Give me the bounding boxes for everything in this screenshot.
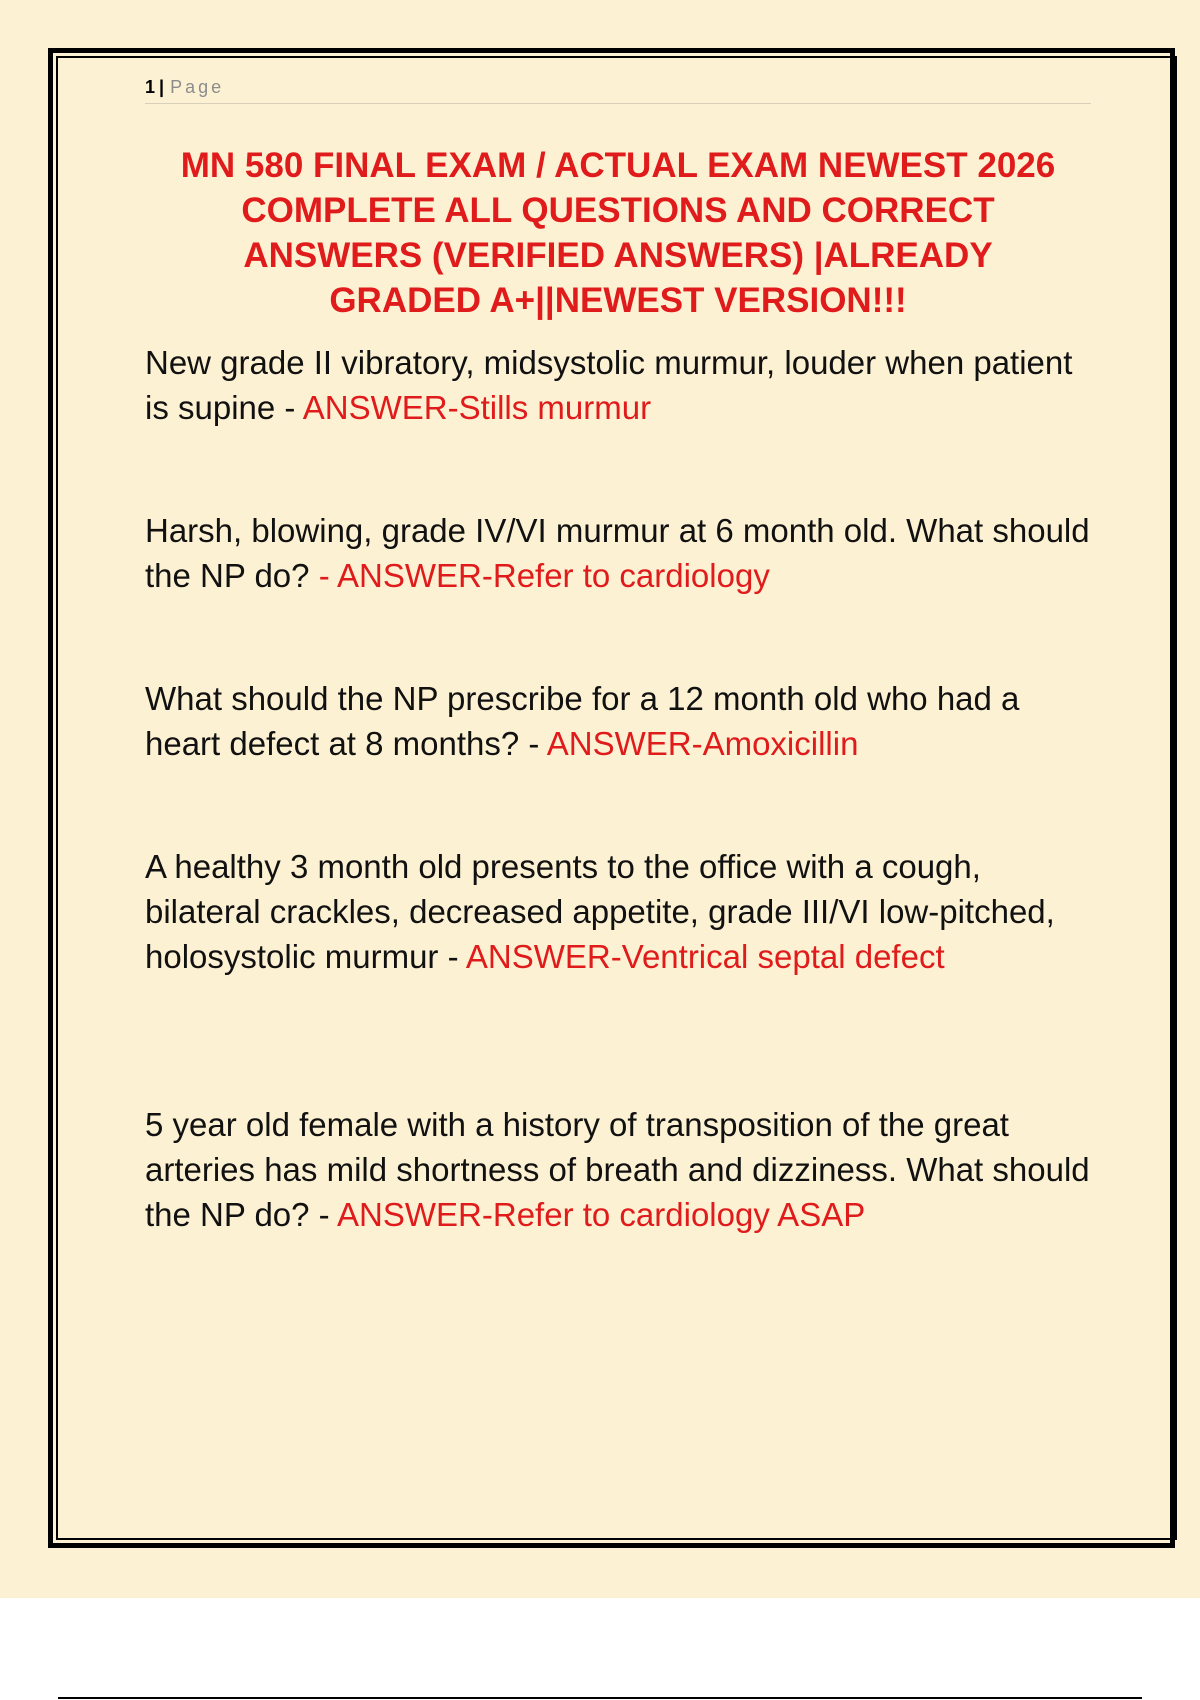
bottom-divider (58, 1697, 1142, 1699)
question-text: New grade II vibratory, midsystolic murmur, louder when patient is supine - (145, 344, 1073, 426)
answer-text: ANSWER-Amoxicillin (546, 725, 859, 762)
title-line: GRADED A+||NEWEST VERSION!!! (329, 281, 907, 320)
page-word: Page (170, 77, 225, 97)
qa-item (145, 508, 1091, 598)
qa-item (145, 676, 1091, 766)
page-number-header (145, 76, 1091, 104)
question-text: 5 year old female with a history of transposition of the great arteries has mild shortness of breath and dizziness. What should the NP do? - (145, 1106, 1090, 1233)
document-title (145, 143, 1091, 323)
question-text: Harsh, blowing, grade IV/VI murmur at 6 month old. What should the NP do? (145, 512, 1090, 594)
question-text: A healthy 3 month old presents to the office with a cough, bilateral crackles, decreased appetite, grade III/VI low-pitched, holosystolic murmur - (145, 848, 1055, 975)
page-number: 1 (145, 77, 156, 97)
question-text: What should the NP prescribe for a 12 month old who had a heart defect at 8 months? - (145, 680, 1020, 762)
answer-text: ANSWER-Ventrical septal defect (465, 938, 945, 975)
title-line: MN 580 FINAL EXAM / ACTUAL EXAM NEWEST 2026 (180, 146, 1056, 185)
qa-item (145, 340, 1091, 430)
page-number-separator: | (159, 77, 165, 97)
title-line: ANSWERS (VERIFIED ANSWERS) |ALREADY (243, 236, 993, 275)
answer-text: ANSWER-Stills murmur (302, 389, 652, 426)
qa-item (145, 844, 1091, 979)
answer-text: - ANSWER-Refer to cardiology (318, 557, 770, 594)
title-line: COMPLETE ALL QUESTIONS AND CORRECT (241, 191, 995, 230)
answer-text: ANSWER-Refer to cardiology ASAP (337, 1196, 866, 1233)
qa-item (145, 1102, 1091, 1237)
